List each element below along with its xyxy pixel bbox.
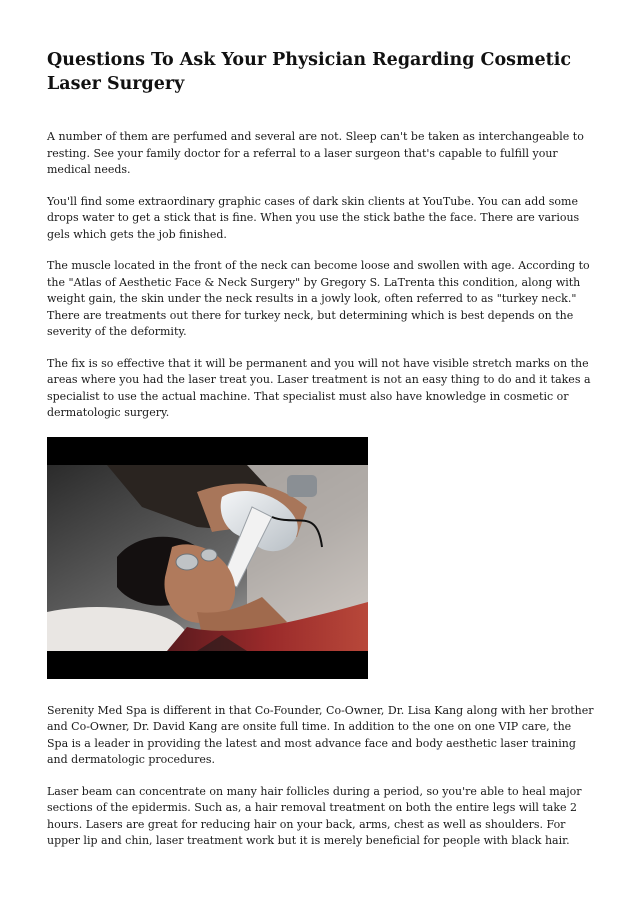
paragraph-3: The muscle located in the front of the neck can become loose and swollen with age. According to the "Atlas of Aesthetic Face & Neck Surgery" by Gregory S. LaTrenta this condition, along with weight gain, the skin under the neck results in a jowly look, often referred to as "turkey neck." There are treatments out there for turkey neck, but determining which is best depends on the severity of the deformity. xyxy=(47,259,590,338)
paragraph-2: You'll find some extraordinary graphic cases of dark skin clients at YouTube. You can add some drops water to get a stick that is fine. When you use the stick bathe the face. There are various gels which gets the job finished. xyxy=(47,194,580,241)
paragraph-1: A number of them are perfumed and several are not. Sleep can't be taken as interchangeable to resting. See your family doctor for a referral to a laser surgeon that's capable to fulfill your medical needs. xyxy=(47,130,584,176)
document-page xyxy=(47,48,595,865)
page-title: Questions To Ask Your Physician Regarding Cosmetic Laser Surgery xyxy=(47,50,572,94)
paragraph-4: The fix is so effective that it will be permanent and you will not have visible stretch marks on the areas where you had the laser treat you. Laser treatment is not an easy thing to do and it takes a specialist to use the actual machine. That specialist must also have knowledge in cosmetic or dermatologic surgery. xyxy=(47,356,591,419)
paragraph-5: Serenity Med Spa is different in that Co-Founder, Co-Owner, Dr. Lisa Kang along with her brother and Co-Owner, Dr. David Kang are onsite full time. In addition to the one on one VIP care, the Spa is a leader in providing the latest and most advance face and body aesthetic laser training and dermatologic procedures. xyxy=(47,703,594,766)
laser-treatment-photo xyxy=(47,437,368,679)
paragraph-6: Laser beam can concentrate on many hair follicles during a period, so you're able to heal major sections of the epidermis. Such as, a hair removal treatment on both the entire legs will take 2 hours. Lasers are great for reducing hair on your back, arms, chest as well as shoulders. For upper lip and chin, laser treatment work but it is merely beneficial for people with black hair. xyxy=(47,784,582,847)
laser-treatment-illustration xyxy=(47,437,368,679)
